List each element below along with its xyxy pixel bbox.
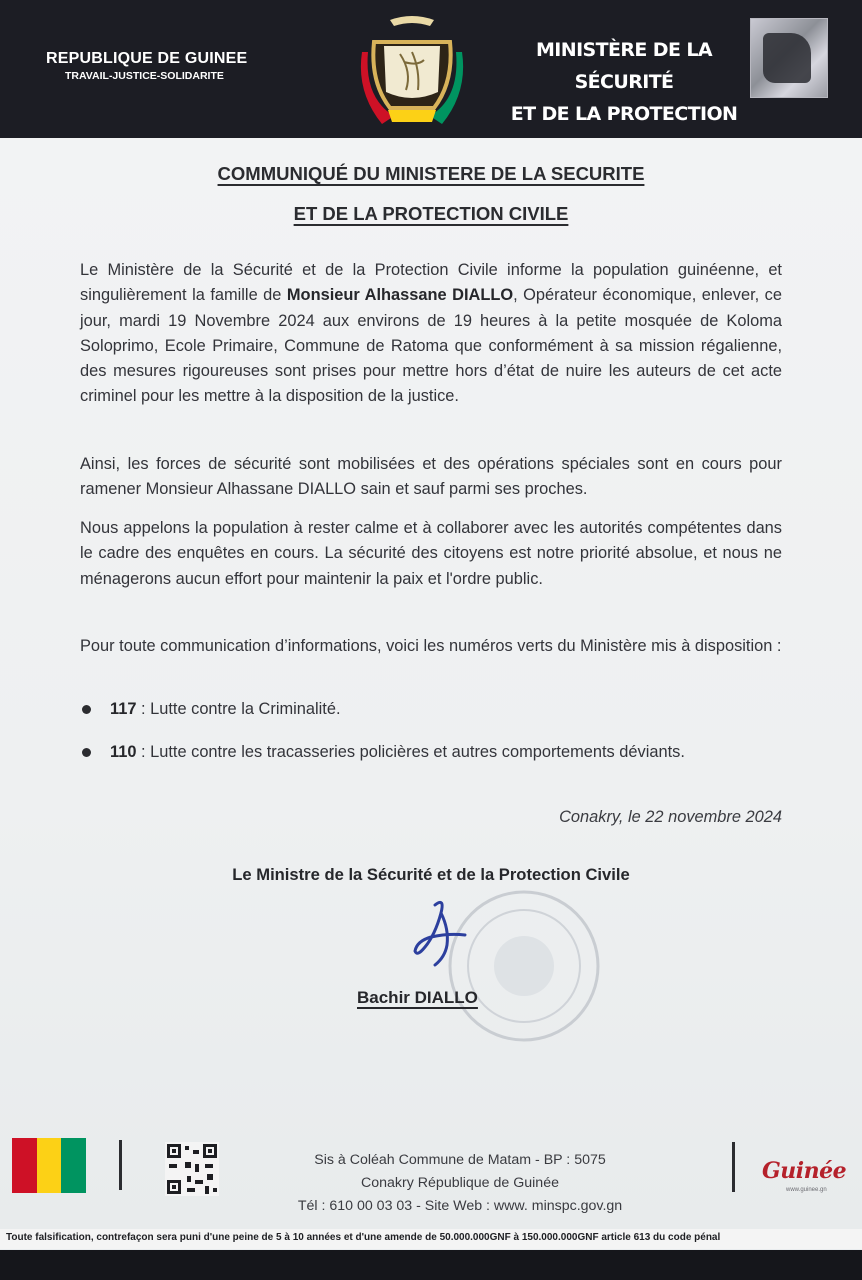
- communique-title-line-2: ET DE LA PROTECTION CIVILE: [293, 203, 569, 224]
- victim-name: Monsieur Alhassane DIALLO: [286, 286, 514, 305]
- guinea-flag-icon: [12, 1138, 86, 1193]
- footer-divider: [732, 1142, 735, 1192]
- bullet-icon: [82, 705, 91, 714]
- paragraph-appeal: Nous appelons la population à rester calme et à collaborer avec les autorités compétentes dans le cadre des enquêtes en cours. La sécurité des citoyens est notre priorité absolue, et nous ne ménagerons aucun effort pour maintenir la paix et l'ordre public.: [80, 519, 782, 588]
- paragraph-hotlines: Pour toute communication d’informations, voici les numéros verts du Ministère mis à disposition :: [80, 637, 782, 655]
- ministry-line-1: MINISTÈRE DE LA SÉCURITÉ: [536, 39, 712, 93]
- guinee-brand-url: www.guinee.gn: [786, 1187, 827, 1193]
- document-date: Conakry, le 22 novembre 2024: [559, 808, 782, 826]
- communique-title-line-1: COMMUNIQUÉ DU MINISTERE DE LA SECURITE: [217, 163, 645, 184]
- signer-title: Le Ministre de la Sécurité et de la Protection Civile: [232, 865, 630, 884]
- qr-code-icon: [165, 1142, 219, 1196]
- signature-icon: [405, 895, 485, 975]
- signer-name: Bachir DIALLO: [357, 988, 478, 1007]
- footer-address-line: Sis à Coléah Commune de Matam - BP : 5075: [314, 1152, 606, 1168]
- legal-notice: Toute falsification, contrefaçon sera puni d'une peine de 5 à 10 années et d'une amende de 50.000.000GNF à 150.000.000GNF article 613 du code pénal: [6, 1232, 721, 1243]
- document-header: [0, 0, 862, 138]
- footer-address-line: Conakry République de Guinée: [361, 1175, 559, 1191]
- footer-divider: [119, 1140, 122, 1190]
- hologram-seal-icon: [750, 18, 828, 98]
- hotline-item: 110 : Lutte contre les tracasseries policières et autres comportements déviants.: [80, 740, 782, 765]
- guinee-brand-logo: Guinée: [762, 1158, 847, 1184]
- guinea-coat-of-arms-icon: [360, 12, 464, 130]
- bottom-edge: [0, 1250, 862, 1280]
- hotline-number: 117: [110, 700, 137, 718]
- paragraph-announcement: Le Ministère de la Sécurité et de la Protection Civile informe la population guinéenne, et singulièrement la famille de Monsieur Alhassane DIALLO, Opérateur économique, enlever, ce jour, mardi 19 Novembre 2024 aux environs de 19 heures à la petite mosquée de Koloma Soloprimo, Ecole Primaire, Commune de Ratoma que conformément à sa mission régalienne, des mesures rigoureuses sont prises pour mettre hors d’état de nuire les auteurs de cet acte criminel pour les mettre à la disposition de la justice.: [80, 261, 782, 406]
- paragraph-operations: Ainsi, les forces de sécurité sont mobilisées et des opérations spéciales sont en cours pour ramener Monsieur Alhassane DIALLO sain et sauf parmi ses proches.: [80, 455, 782, 499]
- hotline-number: 110: [110, 743, 137, 761]
- republic-name: REPUBLIQUE DE GUINEE: [46, 50, 248, 67]
- bullet-icon: [82, 748, 91, 757]
- republic-motto: TRAVAIL-JUSTICE-SOLIDARITE: [65, 70, 224, 82]
- footer-contact-line: Tél : 610 00 03 03 - Site Web : www. minspc.gov.gn: [297, 1198, 623, 1214]
- ministry-line-2: ET DE LA PROTECTION: [510, 103, 738, 125]
- hotline-item: 117 : Lutte contre la Criminalité.: [80, 697, 782, 722]
